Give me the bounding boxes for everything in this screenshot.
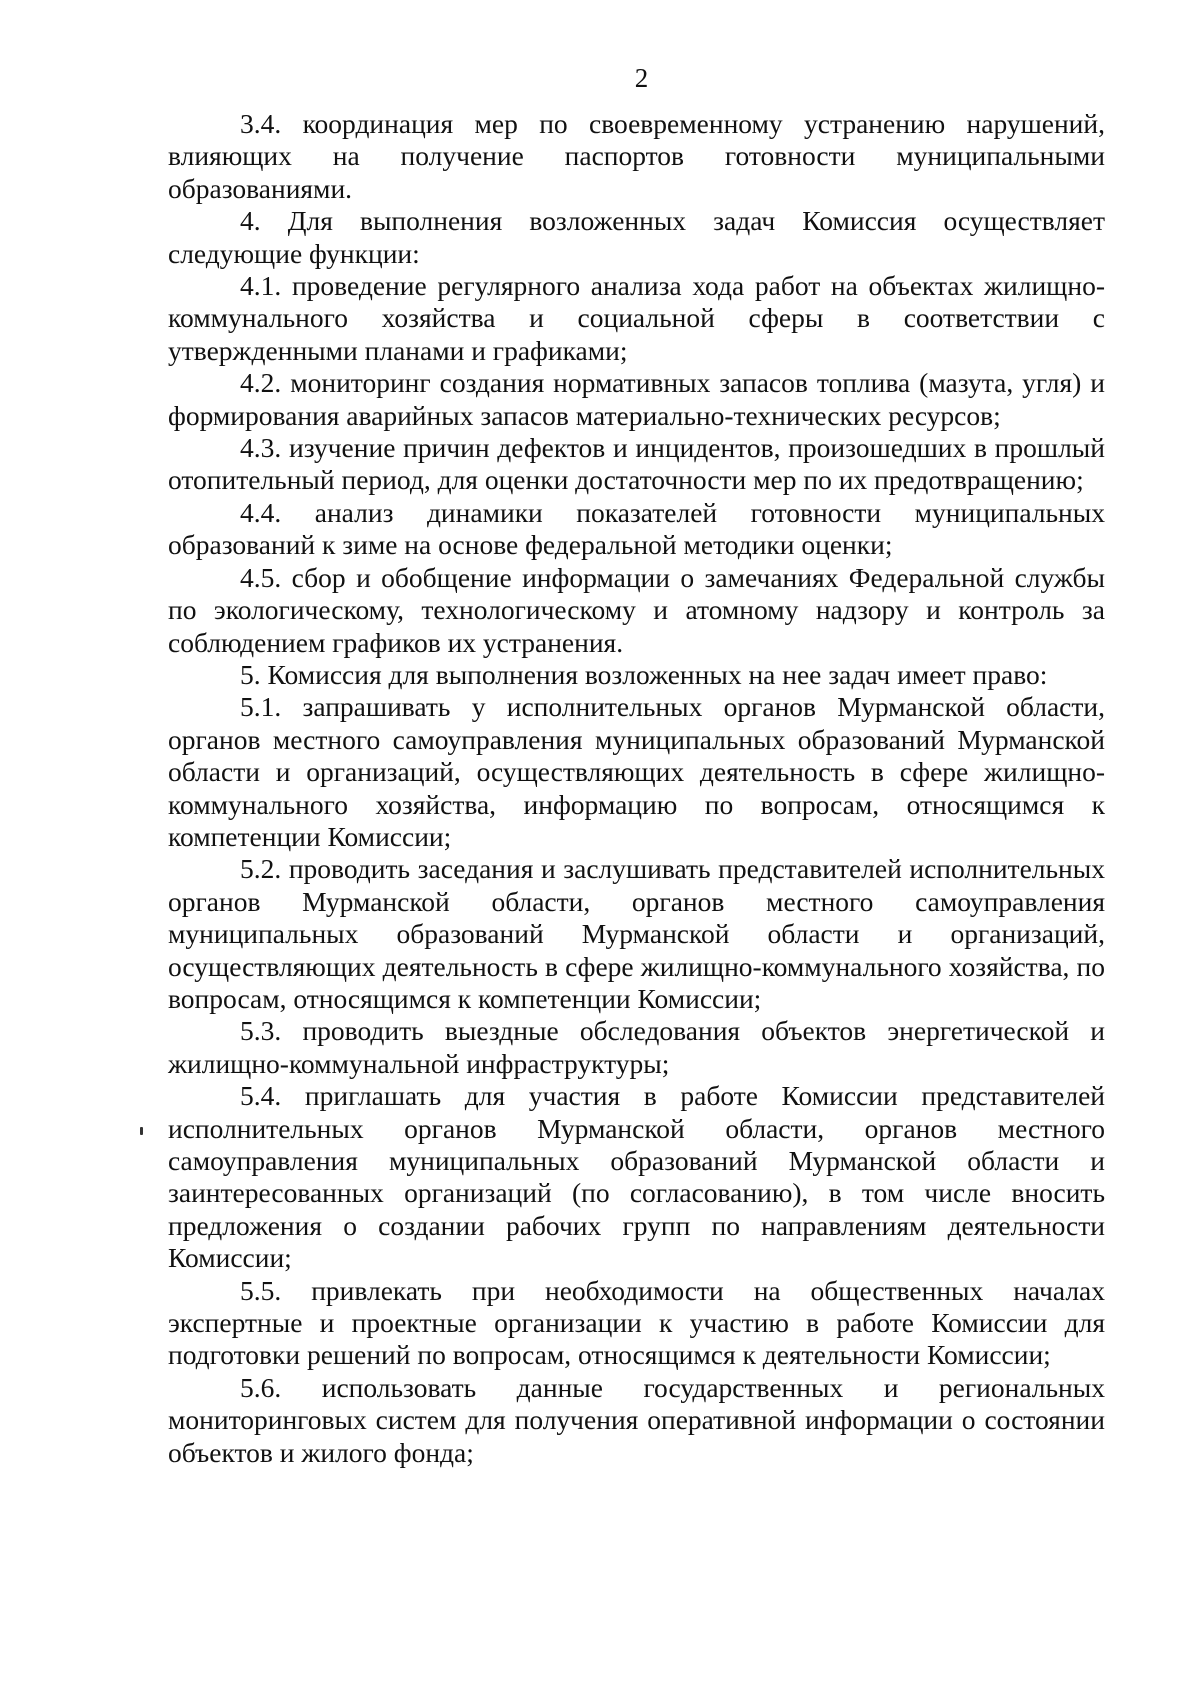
paragraph-4-3: 4.3. изучение причин дефектов и инцидентов, произошедших в прошлый отопительный период, для оценки достаточности мер по их предотвращению;	[168, 432, 1105, 496]
page-number: 2	[634, 63, 649, 93]
paragraph-5-5: 5.5. привлекать при необходимости на общественных началах экспертные и проектные организации к участию в работе Комиссии для подготовки решений по вопросам, относящимся к деятельности Комиссии;	[168, 1274, 1105, 1371]
paragraph-3-4: 3.4. координация мер по своевременному устранению нарушений, влияющих на получение паспортов готовности муниципальными образованиями.	[168, 108, 1105, 204]
paragraph-4-5: 4.5. сбор и обобщение информации о замечаниях Федеральной службы по экологическому, технологическому и атомному надзору и контроль за соблюдением графиков их устранения.	[168, 561, 1105, 658]
paragraph-5-1: 5.1. запрашивать у исполнительных органов Мурманской области, органов местного самоуправления муниципальных образований Мурманской области и организаций, осуществляющих деятельность в сфере жилищно-коммунального хозяйства, информацию по вопросам, относящимся к компетенции Комиссии;	[168, 691, 1105, 852]
paragraph-5-6: 5.6. использовать данные государственных и региональных мониторинговых систем для получения оперативной информации о состоянии объектов и жилого фонда;	[168, 1371, 1105, 1468]
paragraph-4-2: 4.2. мониторинг создания нормативных запасов топлива (мазута, угля) и формирования аварийных запасов материально-технических ресурсов;	[168, 367, 1105, 431]
paragraph-5-3: 5.3. проводить выездные обследования объектов энергетической и жилищно-коммунальной инфраструктуры;	[168, 1015, 1105, 1079]
paragraph-4: 4. Для выполнения возложенных задач Комиссия осуществляет следующие функции:	[168, 205, 1105, 269]
paragraph-4-4: 4.4. анализ динамики показателей готовности муниципальных образований к зиме на основе федеральной методики оценки;	[168, 496, 1105, 561]
paragraph-5-4: 5.4. приглашать для участия в работе Комиссии представителей исполнительных органов Мурманской области, органов местного самоуправления муниципальных образований Мурманской области и заинтересованных организаций (по согласованию), в том числе вносить предложения о создании рабочих групп по направлениям деятельности Комиссии;	[168, 1080, 1105, 1274]
scan-speck	[140, 1127, 143, 1135]
paragraph-5-2: 5.2. проводить заседания и заслушивать представителей исполнительных органов Мурманской области, органов местного самоуправления муниципальных образований Мурманской области и организаций, осуществляющих деятельность в сфере жилищно-коммунального хозяйства, по вопросам, относящимся к компетенции Комиссии;	[168, 853, 1105, 1014]
paragraph-4-1: 4.1. проведение регулярного анализа хода работ на объектах жилищно-коммунального хозяйства и социальной сферы в соответствии с утвержденными планами и графиками;	[168, 270, 1105, 366]
paragraph-5: 5. Комиссия для выполнения возложенных на нее задач имеет право:	[240, 658, 1048, 690]
